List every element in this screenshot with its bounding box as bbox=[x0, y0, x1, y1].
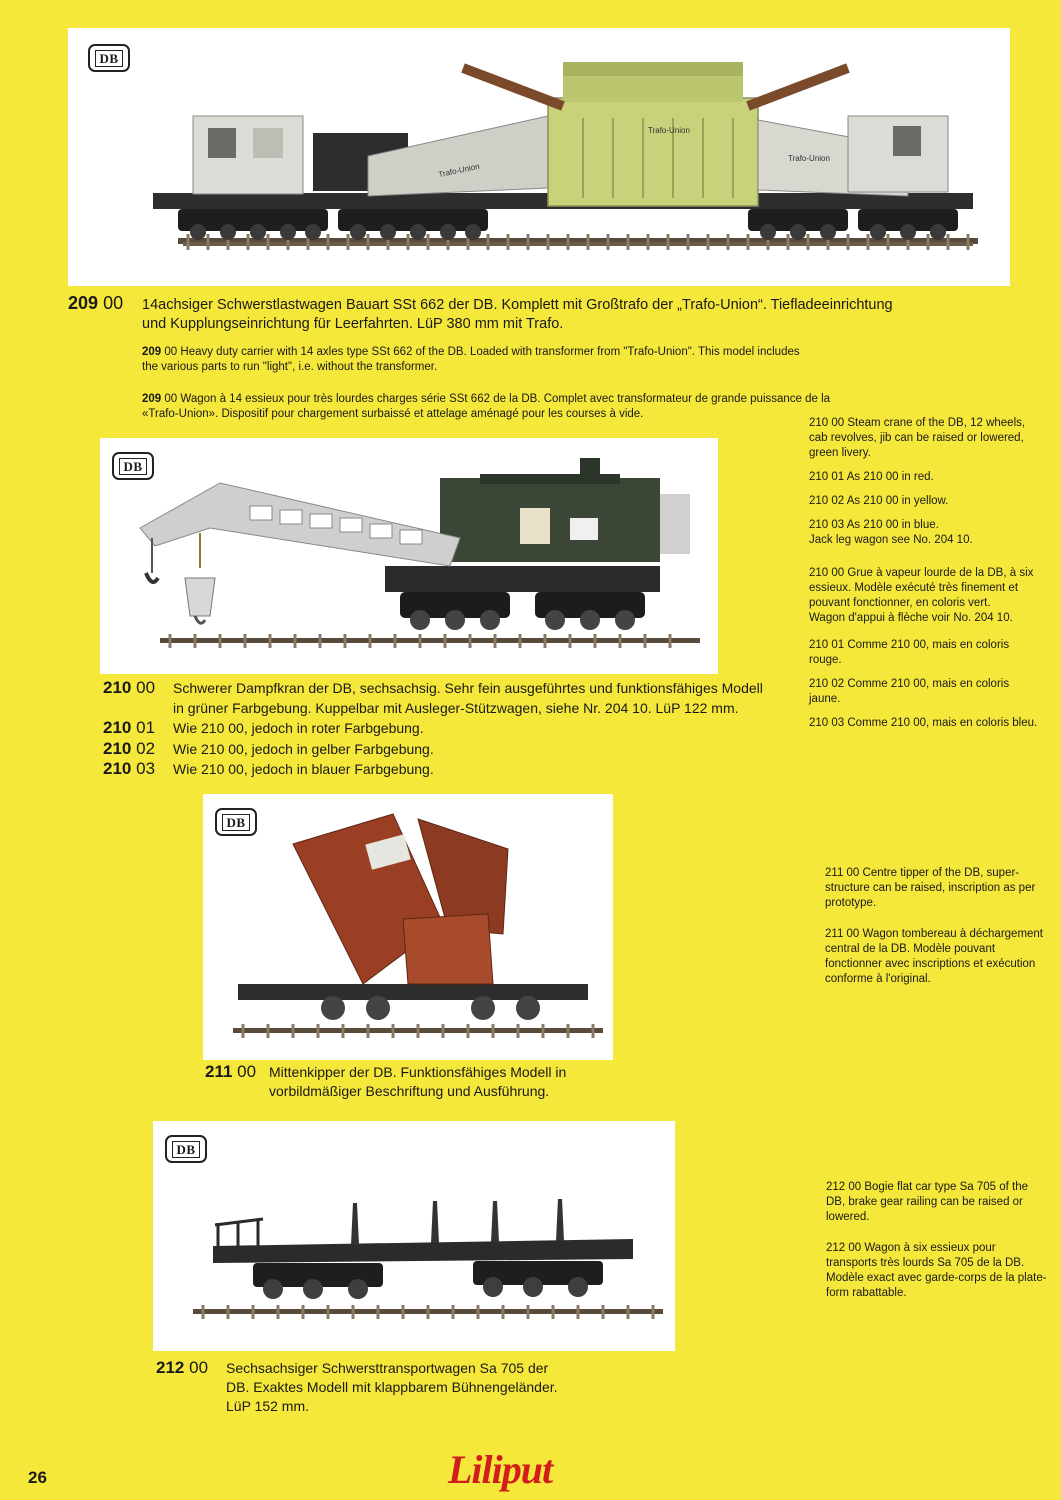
db-logo-icon: DB bbox=[88, 44, 130, 72]
item-210-fr-0: 210 00 Grue à vapeur lourde de la DB, à six essieux. Modèle exécuté très finement et pouvant fonctionner, en coloris vert. bbox=[809, 567, 1034, 609]
item-210-de-row: 210 02 Wie 210 00, jedoch in gelber Farbgebung. bbox=[103, 738, 434, 758]
photo-centre-tipper bbox=[203, 794, 613, 1060]
item-210-de-row: in grüner Farbgebung. Kuppelbar mit Ausleger-Stützwagen, siehe Nr. 204 10. LüP 122 mm. bbox=[173, 699, 739, 716]
item-21200-en: 212 00 Bogie flat car type Sa 705 of the DB, brake gear railing can be raised or lowered. bbox=[826, 1181, 1029, 1223]
item-20900-fr-text-2: «Trafo-Union». Dispositif pour chargement surbaissé et attelage aménagé pour les courses à vide. bbox=[142, 408, 644, 420]
item-21200-de: 212 00 Sechsachsiger Schwersttransportwagen Sa 705 der DB. Exaktes Modell mit klappbarem Bühnengeländer. LüP 152 mm. bbox=[156, 1358, 558, 1414]
trafo-label-center: Trafo-Union bbox=[648, 126, 690, 135]
item-21200-de-text-1: Sechsachsiger Schwersttransportwagen Sa 705 der bbox=[226, 1360, 549, 1376]
db-logo-icon: DB bbox=[215, 808, 257, 836]
db-logo-icon: DB bbox=[165, 1135, 207, 1163]
item-210-de-row: 210 01 Wie 210 00, jedoch in roter Farbgebung. bbox=[103, 718, 424, 737]
photo-heavy-carrier bbox=[68, 28, 1010, 286]
photo-flat-car bbox=[153, 1121, 675, 1351]
item-20900-en: 209 00 Heavy duty carrier with 14 axles type SSt 662 of the DB. Loaded with transformer from "Trafo-Union". This model includes the various parts to run "light", i.e. without the transformer. bbox=[142, 346, 800, 373]
item-210-en-3: 210 03 As 210 00 in blue. bbox=[809, 519, 939, 531]
item-21200-fr: 212 00 Wagon à six essieux pour transports très lourds Sa 705 de la DB. Modèle exact avec garde-corps de la plate-form rabattable. bbox=[826, 1242, 1047, 1299]
item-20900-de-text-2: und Kupplungseinrichtung für Leerfahrten. LüP 380 mm mit Trafo. bbox=[142, 316, 564, 332]
trafo-label-left: Trafo-Union bbox=[437, 161, 481, 180]
item-210-de-row: 210 03 Wie 210 00, jedoch in blauer Farbgebung. bbox=[103, 759, 434, 778]
item-210-fr-2: 210 01 Comme 210 00, mais en coloris rouge. bbox=[809, 639, 1010, 666]
item-20900-fr-text-1: Wagon à 14 essieux pour très lourdes charges série SSt 662 de la DB. Complet avec transformateur de grande puissance de la bbox=[180, 393, 831, 405]
item-20900-de: 209 00 14achsiger Schwerstlastwagen Bauart SSt 662 der DB. Komplett mit Großtrafo der „Trafo-Union“. Tiefladeeinrichtung und Kupplungseinrichtung für Leerfahrten. LüP 380 mm mit Trafo. bbox=[68, 293, 893, 332]
item-21200-de-text-3: LüP 152 mm. bbox=[226, 1398, 310, 1414]
item-210-en-4: Jack leg wagon see No. 204 10. bbox=[809, 534, 973, 546]
page-number: 26 bbox=[28, 1468, 47, 1487]
item-21200-de-text-2: DB. Exaktes Modell mit klappbarem Bühnengeländer. bbox=[226, 1379, 558, 1395]
item-21200-sidebar bbox=[826, 1180, 1048, 1310]
item-21100-en: 211 00 Centre tipper of the DB, super-structure can be raised, inscription as per prototype. bbox=[825, 867, 1036, 909]
item-210-sidebar bbox=[809, 416, 1039, 740]
item-210-de-row: 210 00 Schwerer Dampfkran der DB, sechsachsig. Sehr fein ausgeführtes und funktionsfähiges Modell bbox=[103, 678, 763, 697]
item-21100-de: 211 00 Mittenkipper der DB. Funktionsfähiges Modell in vorbildmäßiger Beschriftung und Ausführung. bbox=[205, 1062, 567, 1099]
db-logo-icon: DB bbox=[112, 452, 154, 480]
item-21100-fr: 211 00 Wagon tombereau à déchargement central de la DB. Modèle pouvant fonctionner avec inscriptions et exécution conforme à l'original. bbox=[825, 928, 1044, 985]
item-20900-en-text-1: Heavy duty carrier with 14 axles type SSt 662 of the DB. Loaded with transformer from "Trafo-Union". This model includes bbox=[180, 346, 800, 358]
item-210-de-list bbox=[103, 678, 803, 780]
item-21100-de-text-1: Mittenkipper der DB. Funktionsfähiges Modell in bbox=[269, 1064, 567, 1080]
item-210-fr-4: 210 03 Comme 210 00, mais en coloris bleu. bbox=[809, 717, 1038, 729]
item-210-fr-1: Wagon d'appui à flèche voir No. 204 10. bbox=[809, 612, 1013, 624]
item-210-fr-3: 210 02 Comme 210 00, mais en coloris jaune. bbox=[809, 678, 1010, 705]
item-210-en-0: 210 00 Steam crane of the DB, 12 wheels, cab revolves, jib can be raised or lowered, green livery. bbox=[809, 417, 1026, 459]
liliput-logo: Liliput bbox=[448, 1447, 553, 1492]
item-20900-de-text-1: 14achsiger Schwerstlastwagen Bauart SSt 662 der DB. Komplett mit Großtrafo der „Trafo-Union“. Tiefladeeinrichtung bbox=[142, 297, 893, 313]
item-20900-num: 209 bbox=[68, 293, 99, 313]
trafo-label-right: Trafo-Union bbox=[788, 154, 830, 163]
item-20900-fr: 209 00 Wagon à 14 essieux pour très lourdes charges série SSt 662 de la DB. Complet avec transformateur de grande puissance de la «Trafo-Union». Dispositif pour chargement surbaissé et attelage aménagé pour les courses à vide. bbox=[142, 393, 831, 420]
item-210-en-2: 210 02 As 210 00 in yellow. bbox=[809, 495, 949, 507]
item-21100-sidebar bbox=[825, 866, 1045, 996]
item-210-en-1: 210 01 As 210 00 in red. bbox=[809, 471, 934, 483]
item-20900-en-text-2: the various parts to run "light", i.e. without the transformer. bbox=[142, 361, 438, 373]
item-21100-de-text-2: vorbildmäßiger Beschriftung und Ausführung. bbox=[269, 1083, 550, 1099]
photo-steam-crane bbox=[100, 438, 718, 674]
